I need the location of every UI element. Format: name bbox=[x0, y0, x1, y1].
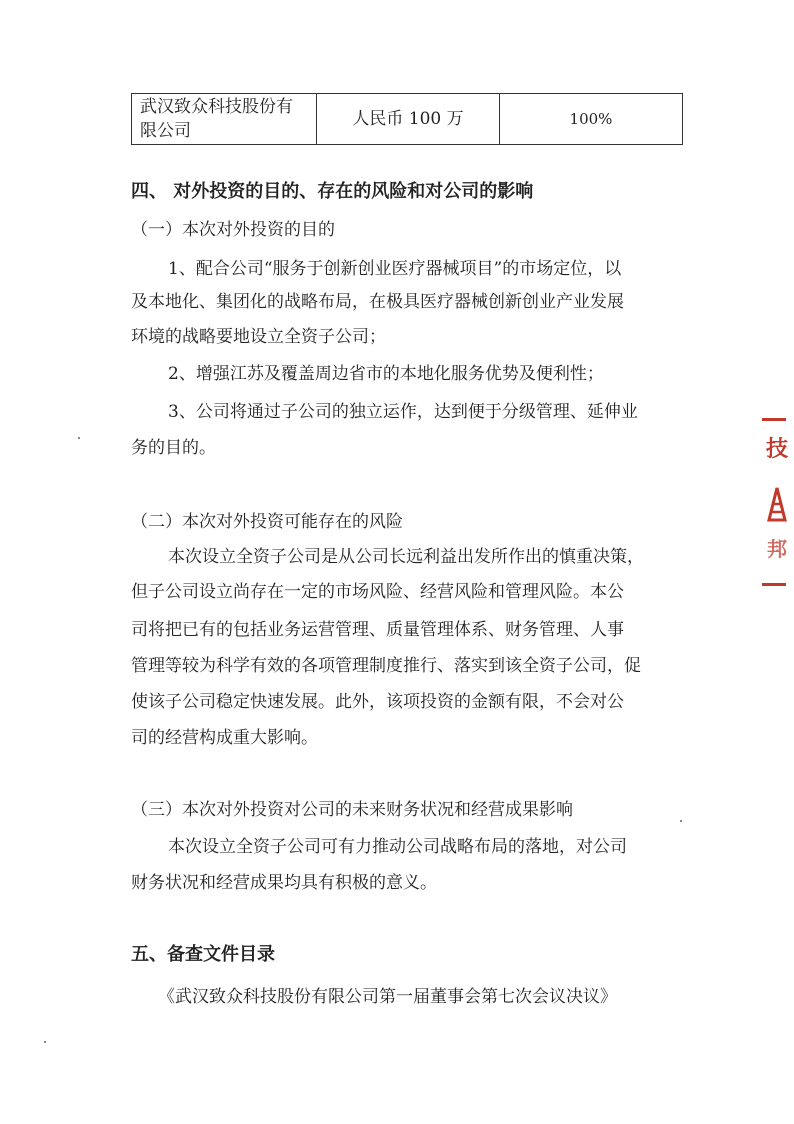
capital-cell: 人民币 100 万 bbox=[317, 94, 500, 145]
seal-char: 邦 bbox=[767, 537, 787, 561]
section4-sub2-title: （二）本次对外投资可能存在的风险 bbox=[131, 512, 403, 532]
section4-sub2-line: 管理等较为科学有效的各项管理制度推行、落实到该全资子公司，促 bbox=[131, 656, 641, 676]
seal-emblem-icon bbox=[766, 482, 788, 524]
company-name-line1: 武汉致众科技股份有 bbox=[140, 97, 293, 117]
section4-sub2-line: 司将把已有的包括业务运营管理、质量管理体系、财务管理、人事 bbox=[131, 620, 624, 640]
section4-sub2-line: 使该子公司稳定快速发展。此外，该项投资的金额有限，不会对公 bbox=[131, 692, 624, 712]
scan-speck bbox=[44, 1041, 46, 1043]
seal-char: 技 bbox=[765, 436, 788, 462]
scan-speck bbox=[680, 820, 682, 822]
section4-sub3-title: （三）本次对外投资对公司的未来财务状况和经营成果影响 bbox=[131, 800, 573, 820]
section4-sub3-line: 本次设立全资子公司可有力推动公司战略布局的落地，对公司 bbox=[168, 837, 627, 857]
section4-sub1-line: 务的目的。 bbox=[131, 438, 216, 458]
section4-sub1-line: 2、增强江苏及覆盖周边省市的本地化服务优势及便利性； bbox=[168, 364, 604, 384]
scan-speck bbox=[78, 437, 80, 439]
section4-sub2-line: 但子公司设立尚存在一定的市场风险、经营风险和管理风险。本公 bbox=[131, 582, 624, 602]
share-cell: 100% bbox=[500, 94, 683, 145]
company-name-line2: 限公司 bbox=[140, 121, 191, 141]
section4-sub3-line: 财务状况和经营成果均具有积极的意义。 bbox=[131, 873, 437, 893]
section4-sub2-line: 司的经营构成重大影响。 bbox=[131, 728, 318, 748]
seal-border-bottom bbox=[762, 583, 786, 586]
section4-sub1-line: 环境的战略要地设立全资子公司； bbox=[131, 327, 386, 347]
company-seal bbox=[762, 418, 792, 586]
section5-title: 五、备查文件目录 bbox=[131, 944, 275, 965]
seal-border-top bbox=[762, 418, 786, 421]
table-row bbox=[132, 94, 683, 145]
company-name-cell bbox=[132, 94, 317, 145]
section4-sub1-line: 3、公司将通过子公司的独立运作，达到便于分级管理、延伸业 bbox=[168, 402, 638, 422]
section4-sub1-line: 1、配合公司“服务于创新创业医疗器械项目”的市场定位，以 bbox=[168, 259, 622, 279]
section4-sub2-line: 本次设立全资子公司是从公司长远利益出发所作出的慎重决策， bbox=[168, 547, 644, 567]
section4-sub1-line: 及本地化、集团化的战略布局，在极具医疗器械创新创业产业发展 bbox=[131, 292, 624, 312]
section4-sub1-title: （一）本次对外投资的目的 bbox=[131, 220, 335, 240]
section5-line: 《武汉致众科技股份有限公司第一届董事会第七次会议决议》 bbox=[158, 987, 617, 1007]
investment-table bbox=[131, 93, 683, 145]
section4-title: 四、 对外投资的目的、存在的风险和对公司的影响 bbox=[131, 181, 534, 202]
